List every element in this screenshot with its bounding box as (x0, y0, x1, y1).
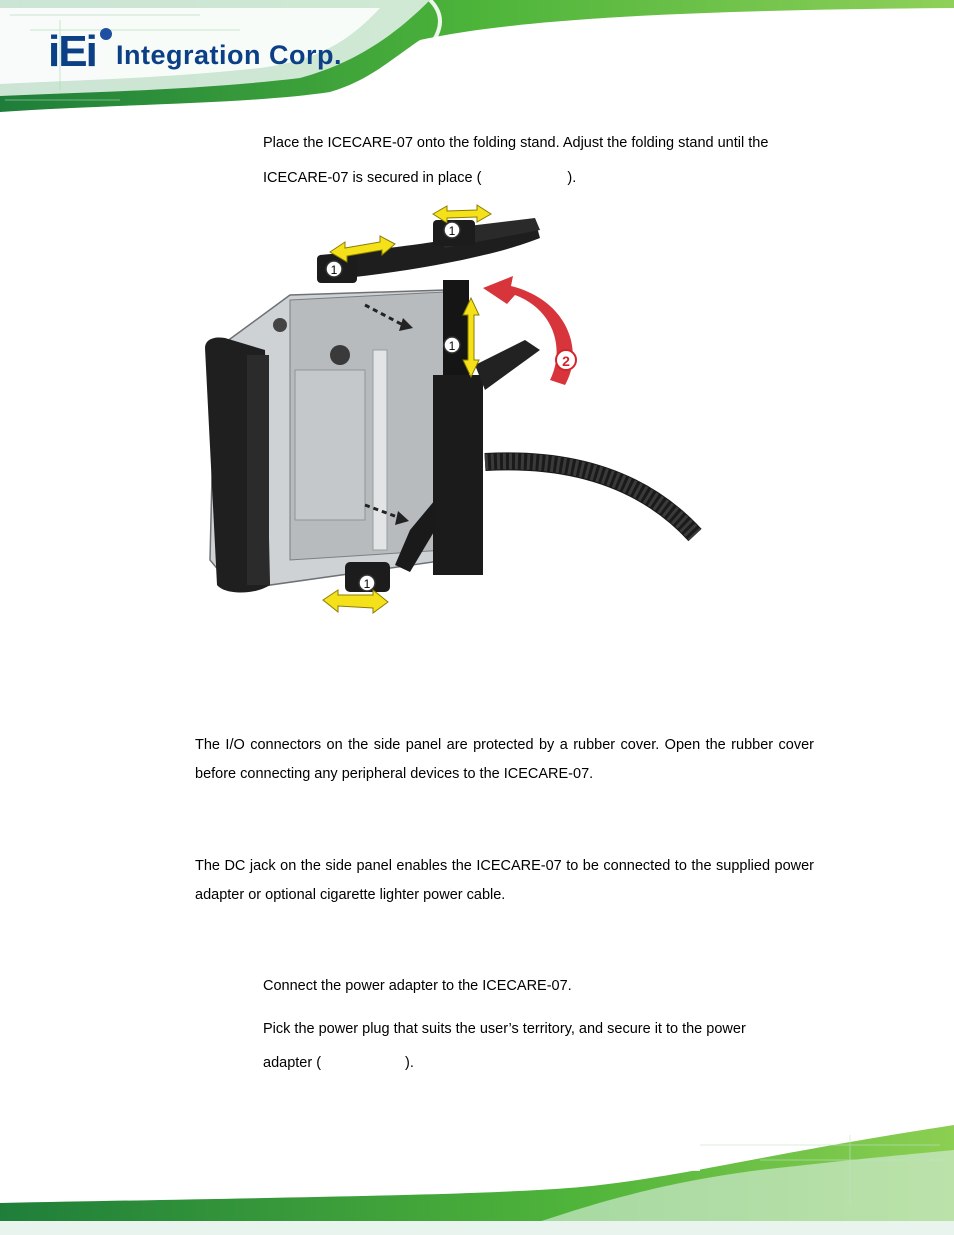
step-1-text-1: Place the ICECARE-07 onto the folding stand. Adjust the folding stand until the (263, 135, 769, 151)
footer-banner (0, 1125, 954, 1235)
power-step-a: Connect the power adapter to the ICECARE-07. (263, 978, 572, 994)
step-1-line-2 (263, 169, 576, 187)
callout-1-label: 1 (363, 577, 371, 591)
logo-text: Integration Corp. (116, 40, 342, 70)
callout-1-label: 1 (448, 339, 456, 353)
power-step-b-line-1: Pick the power plug that suits the user’s territory, and secure it to the power (263, 1021, 746, 1037)
callout-2-icon (556, 350, 576, 370)
dc-jack-paragraph: The DC jack on the side panel enables the ICECARE-07 to be connected to the supplied power adapter or optional cigarette lighter power cable. (195, 858, 814, 903)
callout-2-label: 2 (562, 353, 570, 369)
callout-1-icon (326, 261, 342, 277)
callout-1-icon (444, 222, 460, 238)
step-1-line-1 (263, 134, 768, 152)
company-logo (48, 28, 378, 76)
power-step-b-text-a: adapter ( (263, 1055, 322, 1071)
logo-mark: iEi (48, 27, 96, 76)
callout-1-icon (444, 337, 460, 353)
tablet-stand-figure (195, 200, 705, 625)
io-connectors-paragraph: The I/O connectors on the side panel are protected by a rubber cover. Open the rubber cover before connecting any peripheral devices to the ICECARE-07. (195, 737, 814, 782)
callout-1-icon (359, 575, 375, 591)
step-1-text-2b: ). (567, 170, 577, 186)
power-step-b-line-2 (263, 1054, 414, 1072)
logo-dot-icon (100, 28, 112, 40)
power-step-b-text-b: ). (405, 1055, 414, 1071)
callout-1-label: 1 (330, 263, 338, 277)
step-1-text-2a: ICECARE-07 is secured in place ( (263, 170, 482, 186)
callout-1-label: 1 (448, 224, 456, 238)
